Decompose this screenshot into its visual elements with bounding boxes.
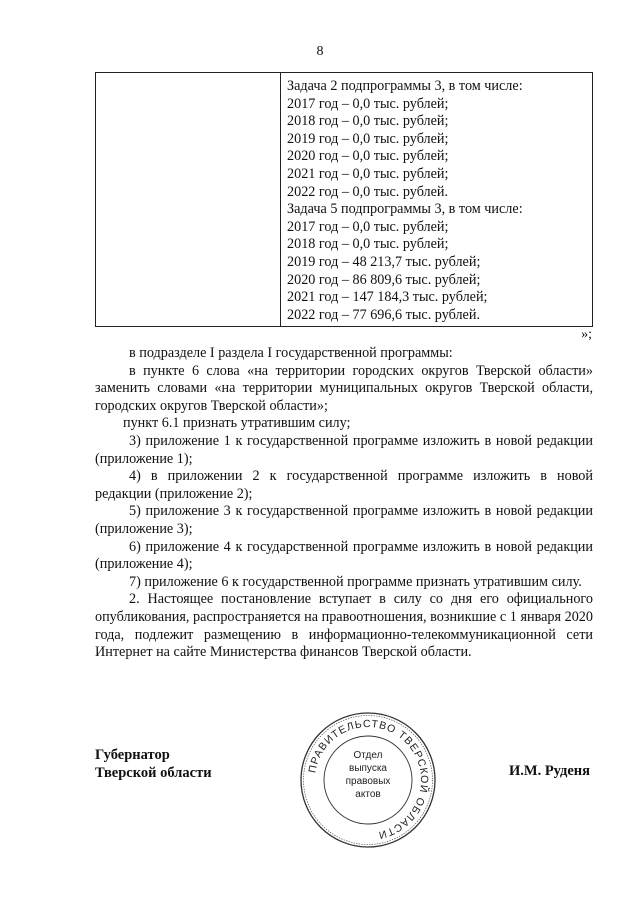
table-right-cell xyxy=(287,78,588,324)
seal-center-line: правовых xyxy=(345,776,391,787)
page-number: 8 xyxy=(316,44,324,59)
signer-position-line: Губернатор xyxy=(95,747,170,763)
table-line: 2021 год – 0,0 тыс. рублей; xyxy=(287,165,449,182)
table-line: 2020 год – 0,0 тыс. рублей; xyxy=(287,148,449,165)
seal-ring-text: ПРАВИТЕЛЬСТВО ТВЕРСКОЙ ОБЛАСТИ xyxy=(306,717,431,842)
table-line: 2020 год – 86 809,6 тыс. рублей; xyxy=(287,271,481,288)
seal-center-line: выпуска xyxy=(349,763,387,774)
signer-position-line: Тверской области xyxy=(95,765,212,781)
table-line: 2017 год – 0,0 тыс. рублей; xyxy=(287,95,449,112)
paragraph: в подразделе I раздела I государственной программы: xyxy=(129,345,453,361)
paragraph: пункт 6.1 признать утратившим силу; xyxy=(123,415,351,432)
table-line: Задача 5 подпрограммы 3, в том числе: xyxy=(287,201,523,218)
table-line: 2021 год – 147 184,3 тыс. рублей; xyxy=(287,289,488,306)
financing-table xyxy=(95,72,593,327)
table-line: 2018 год – 0,0 тыс. рублей; xyxy=(287,113,449,130)
seal-center-line: Отдел xyxy=(353,750,383,761)
paragraph: 2. Настоящее постановление вступает в силу со дня его официального опубликования, распространяется на правоотношения, возникшие с 1 января 2020 года, подлежит размещению в информационно-телекоммуникационной сети Интернет на сайте Министерства финансов Тверской области. xyxy=(95,591,593,661)
seal-center-line: актов xyxy=(355,789,381,800)
document-body xyxy=(95,345,593,662)
paragraph: 7) приложение 6 к государственной программе признать утратившим силу. xyxy=(129,573,582,590)
table-column-divider xyxy=(280,73,281,326)
table-line: 2019 год – 48 213,7 тыс. рублей; xyxy=(287,253,481,270)
closing-quote: »; xyxy=(581,327,592,342)
paragraph: 5) приложение 3 к государственной программе изложить в новой редакции (приложение 3); xyxy=(95,503,593,537)
table-line: Задача 2 подпрограммы 3, в том числе: xyxy=(287,78,523,94)
official-seal xyxy=(298,710,438,850)
signer-position xyxy=(95,746,212,782)
table-line: 2017 год – 0,0 тыс. рублей; xyxy=(287,218,449,235)
signer-name: И.М. Руденя xyxy=(508,763,590,779)
paragraph: 4) в приложении 2 к государственной программе изложить в новой редакции (приложение 2); xyxy=(95,468,593,502)
paragraph: в пункте 6 слова «на территории городских округов Тверской области» заменить словами «на территории муниципальных округов Тверской области, городских округов Тверской области»; xyxy=(95,362,593,414)
table-line: 2018 год – 0,0 тыс. рублей; xyxy=(287,236,449,253)
paragraph: 3) приложение 1 к государственной программе изложить в новой редакции (приложение 1); xyxy=(95,432,593,467)
paragraph: 6) приложение 4 к государственной программе изложить в новой редакции (приложение 4); xyxy=(95,538,593,573)
table-line: 2019 год – 0,0 тыс. рублей; xyxy=(287,130,449,147)
table-line: 2022 год – 77 696,6 тыс. рублей. xyxy=(287,306,480,323)
table-line: 2022 год – 0,0 тыс. рублей. xyxy=(287,183,449,200)
